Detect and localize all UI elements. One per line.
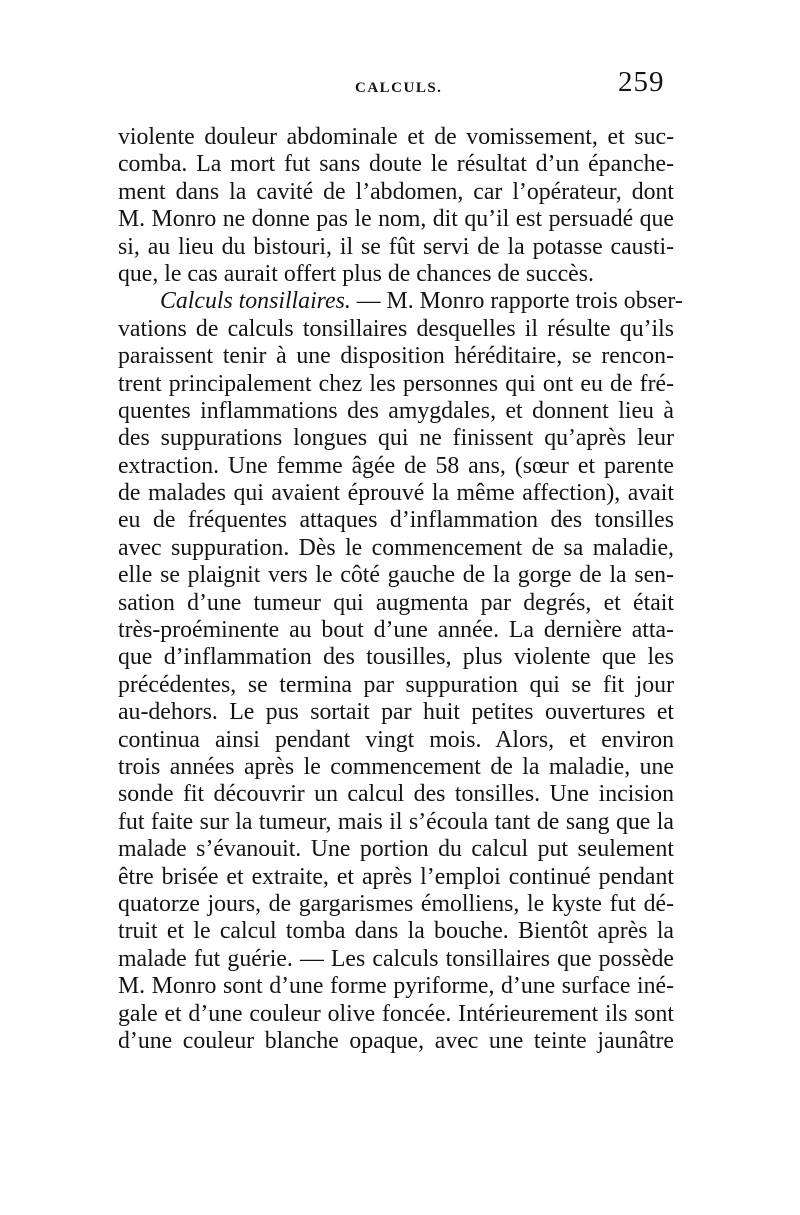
text-line: eu de fréquentes attaques d’inflammation des tonsilles <box>118 507 674 534</box>
text-line: avec suppuration. Dès le commencement de sa maladie, <box>118 534 674 561</box>
page-number: 259 <box>618 66 665 98</box>
text-line: au-dehors. Le pus sortait par huit petites ouvertures et <box>118 699 674 726</box>
text-line: ment dans la cavité de l’abdomen, car l’opérateur, dont <box>118 178 674 205</box>
text-line: trent principalement chez les personnes qui ont eu de fré- <box>118 370 674 397</box>
text-line: M. Monro sont d’une forme pyriforme, d’une surface iné- <box>118 973 674 1000</box>
text-line: des suppurations longues qui ne finissent qu’après leur <box>118 425 674 452</box>
text-line: paraissent tenir à une disposition héréditaire, se rencon- <box>118 343 674 370</box>
text-line: malade s’évanouit. Une portion du calcul put seulement <box>118 836 674 863</box>
text-line: quentes inflammations des amygdales, et donnent lieu à <box>118 397 674 424</box>
text-line: extraction. Une femme âgée de 58 ans, (sœur et parente <box>118 452 674 479</box>
text-line: être brisée et extraite, et après l’emploi continué pendant <box>118 863 674 890</box>
text-line: continua ainsi pendant vingt mois. Alors, et environ <box>118 726 674 753</box>
text-line: truit et le calcul tomba dans la bouche. Bientôt après la <box>118 918 674 945</box>
text-line: elle se plaignit vers le côté gauche de la gorge de la sen- <box>118 562 674 589</box>
text-line: gale et d’une couleur olive foncée. Intérieurement ils sont <box>118 1000 674 1027</box>
text-line: précédentes, se termina par suppuration qui se fit jour <box>118 671 674 698</box>
text-line: quatorze jours, de gargarismes émolliens, le kyste fut dé- <box>118 890 674 917</box>
text-line: M. Monro ne donne pas le nom, dit qu’il est persuadé que <box>118 206 674 233</box>
text-line: violente douleur abdominale et de vomissement, et suc- <box>118 124 674 150</box>
text-body <box>118 124 683 1055</box>
text-line: que d’inflammation des tousilles, plus violente que les <box>118 644 674 671</box>
text-line: si, au lieu du bistouri, il se fût servi de la potasse causti- <box>118 233 674 260</box>
text-line: sonde fit découvrir un calcul des tonsilles. Une incision <box>118 781 674 808</box>
text-line: vations de calculs tonsillaires desquelles il résulte qu’ils <box>118 315 674 342</box>
text-line: fut faite sur la tumeur, mais il s’écoula tant de sang que la <box>118 808 674 835</box>
text-line: d’une couleur blanche opaque, avec une teinte jaunâtre <box>118 1027 674 1054</box>
section-heading: Calculs tonsillaires. <box>160 288 351 315</box>
text-line: comba. La mort fut sans doute le résultat d’un épanche- <box>118 151 674 178</box>
text-line: malade fut guérie. — Les calculs tonsillaires que possède <box>118 945 674 972</box>
text-line: sation d’une tumeur qui augmenta par degrés, et était <box>118 589 674 616</box>
text-line: trois années après le commencement de la maladie, une <box>118 753 674 780</box>
section-heading-line <box>118 288 683 315</box>
text-line: de malades qui avaient éprouvé la même affection), avait <box>118 480 674 507</box>
text-line: très-proéminente au bout d’une année. La dernière atta- <box>118 617 674 644</box>
text-line: que, le cas aurait offert plus de chances de succès. <box>118 260 594 287</box>
running-title: CALCULS. <box>355 80 443 96</box>
section-heading-continuation: — M. Monro rapporte trois obser- <box>350 288 683 315</box>
